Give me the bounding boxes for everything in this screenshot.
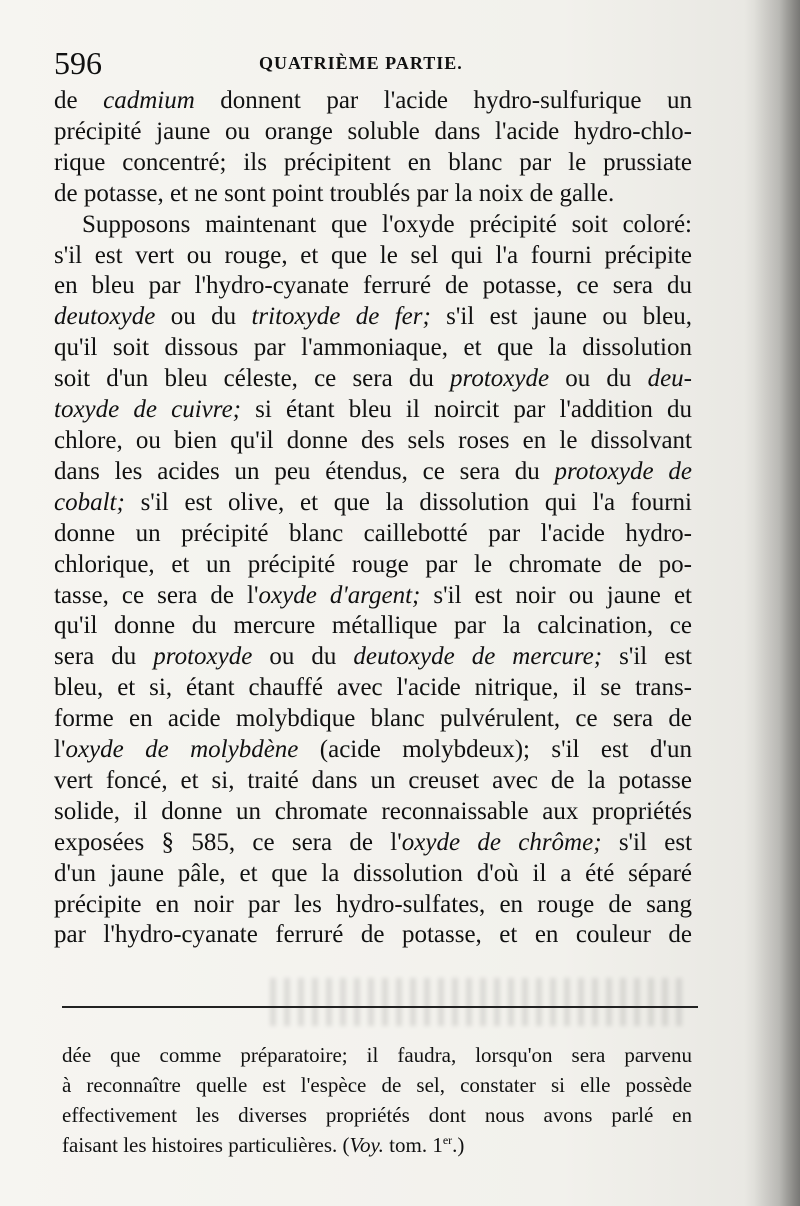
text-line: l'oxyde de molybdène (acide molybdeux); s'il est d'un bbox=[54, 736, 692, 764]
text-line: exposées § 585, ce sera de l'oxyde de chrôme; s'il est bbox=[54, 828, 693, 856]
show-through-text bbox=[270, 978, 690, 1026]
text-line: qu'il donne du mercure métallique par la calcination, ce bbox=[54, 612, 692, 640]
footnote-line: effectivement les diverses propriétés dont nous avons parlé en bbox=[62, 1103, 692, 1127]
text-line: donne un précipité blanc caillebotté par l'acide hydro- bbox=[54, 519, 692, 547]
text-line: bleu, et si, étant chauffé avec l'acide nitrique, il se trans- bbox=[54, 674, 692, 702]
footnote-line: dée que comme préparatoire; il faudra, lorsqu'on sera parvenu bbox=[62, 1043, 692, 1067]
text-line: de cadmium donnent par l'acide hydro-sulfurique un bbox=[54, 87, 692, 114]
footnote-rule bbox=[62, 1006, 698, 1008]
footnote-line: faisant les histoires particulières. (Voy. tom. 1er.) bbox=[62, 1133, 465, 1157]
text-line: s'il est vert ou rouge, et que le sel qui l'a fourni précipite bbox=[54, 241, 692, 269]
text-line: soit d'un bleu céleste, ce sera du protoxyde ou du deu- bbox=[54, 365, 692, 393]
text-line: sera du protoxyde ou du deutoxyde de mercure; s'il est bbox=[54, 643, 692, 671]
page-number: 596 bbox=[54, 45, 102, 81]
text-line: deutoxyde ou du tritoxyde de fer; s'il est jaune ou bleu, bbox=[54, 303, 693, 331]
page-header bbox=[54, 46, 694, 80]
text-line: en bleu par l'hydro-cyanate ferruré de potasse, ce sera du bbox=[54, 272, 692, 300]
text-line: qu'il soit dissous par l'ammoniaque, et que la dissolution bbox=[54, 334, 692, 362]
footnote bbox=[62, 1040, 692, 1160]
text-line: Supposons maintenant que l'oxyde précipité soit coloré: bbox=[82, 210, 692, 238]
text-line: solide, il donne un chromate reconnaissable aux propriétés bbox=[54, 797, 692, 825]
text-line: chlore, ou bien qu'il donne des sels roses en le dissolvant bbox=[54, 426, 692, 454]
text-line: par l'hydro-cyanate ferruré de potasse, et en couleur de bbox=[54, 921, 692, 949]
text-line: cobalt; s'il est olive, et que la dissolution qui l'a fourni bbox=[54, 488, 692, 516]
text-line: chlorique, et un précipité rouge par le chromate de po- bbox=[54, 550, 692, 578]
text-line: tasse, ce sera de l'oxyde d'argent; s'il est noir ou jaune et bbox=[54, 581, 692, 609]
text-line: dans les acides un peu étendus, ce sera du protoxyde de bbox=[54, 457, 692, 485]
text-line: vert foncé, et si, traité dans un creuset avec de la potasse bbox=[54, 766, 692, 794]
text-line: de potasse, et ne sont point troublés par la noix de galle. bbox=[54, 179, 615, 207]
text-line: d'un jaune pâle, et que la dissolution d'où il a été séparé bbox=[54, 859, 692, 887]
main-text bbox=[54, 86, 692, 951]
text-line: précipité jaune ou orange soluble dans l'acide hydro-chlo- bbox=[54, 117, 692, 145]
text-line: forme en acide molybdique blanc pulvérulent, ce sera de bbox=[54, 705, 692, 733]
running-title: QUATRIÈME PARTIE. bbox=[259, 53, 463, 73]
footnote-line: à reconnaître quelle est l'espèce de sel, constater si elle possède bbox=[62, 1073, 692, 1097]
text-line: toxyde de cuivre; si étant bleu il noircit par l'addition du bbox=[54, 396, 692, 424]
text-line: précipite en noir par les hydro-sulfates, en rouge de sang bbox=[54, 890, 692, 918]
text-line: rique concentré; ils précipitent en blanc par le prussiate bbox=[54, 148, 692, 176]
page-edge-shadow bbox=[754, 0, 800, 1206]
